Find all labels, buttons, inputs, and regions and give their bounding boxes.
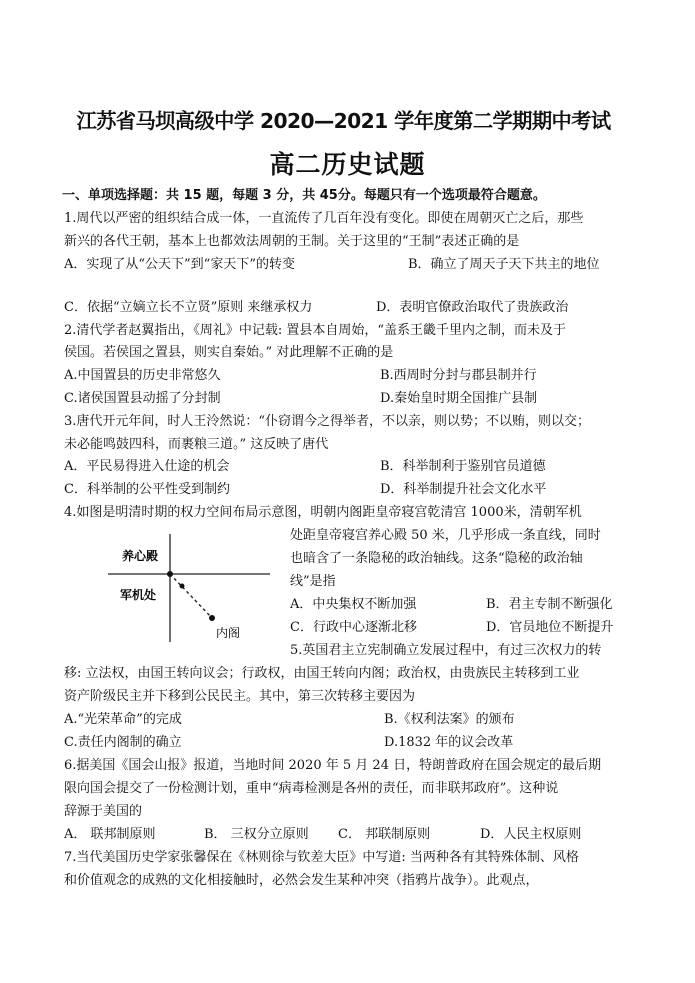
q6-stem-line2: 限向国会提交了一份检测计划，重申“病毒检测是各州的责任，而非联邦政府”。这种说 (64, 781, 559, 796)
q5-stem-line3: 资产阶级民主并下移到公民民主。其中，第三次转移主要因为 (64, 689, 416, 704)
q5-stem-line1: 5.英国君主立宪制确立发展过程中，有过三次权力的转 (290, 643, 602, 658)
q3-option-a: A．平民易得进入仕途的机会 (64, 459, 230, 474)
q4-stem-line1: 4.如图是明清时期的权力空间布局示意图，明朝内阁距皇帝寝宫乾清宫 1000米，清朝军机 (64, 505, 582, 520)
q7-stem-line2: 和价值观念的成熟的文化相接触时，必然会发生某种冲突（指鸦片战争）。此观点， (64, 873, 539, 888)
q4-option-c: C．行政中心逐渐北移 (290, 620, 417, 635)
q2-stem-line1: 2.清代学者赵翼指出，《周礼》中记载: 置县本自周始，“盖系王畿千里内之制，而未及于 (64, 323, 567, 338)
q3-stem-line1: 3.唐代开元年间，时人王泠然说：“仆窃谓今之得举者，不以亲，则以势；不以贿，则以交； (64, 414, 591, 429)
label-neige: 内阁 (216, 626, 241, 640)
q6-stem-line3: 辞源于美国的 (64, 804, 143, 819)
q2-option-b: B.西周时分封与郡县制并行 (380, 368, 537, 383)
q1-option-a: A．实现了从“公天下”到“家天下”的转变 (64, 257, 295, 272)
q6-option-d: D．人民主权原则 (480, 827, 582, 842)
q6-option-b: B． 三权分立原则 (204, 827, 309, 842)
label-junji-office: 军机处 (120, 588, 157, 602)
power-layout-diagram (104, 530, 272, 646)
q5-stem-line2: 移: 立法权，由国王转向议会；行政权，由国王转向内阁；政治权，由贵族民主转移到工业 (64, 666, 580, 681)
q6-option-a: A． 联邦制原则 (64, 827, 156, 842)
q3-stem-line2: 未必能鸣鼓四科，而裹粮三道。” 这反映了唐代 (64, 437, 329, 452)
q1-option-d: D．表明官僚政治取代了贵族政治 (376, 300, 569, 315)
q3-option-d: D．科举制提升社会文化水平 (380, 482, 547, 497)
q3-option-c: C．科举制的公平性受到制约 (64, 482, 230, 497)
section-heading: 一、单项选择题：共 15 题，每题 3 分，共 45分。每题只有一个选项最符合题意。 (62, 188, 546, 203)
q1-stem-line1: 1.周代以严密的组织结合成一体，一直流传了几百年没有变化。即使在周朝灭亡之后，那些 (64, 211, 584, 226)
q4-stem-line4: 线”是指 (290, 574, 336, 589)
q4-option-d: D．官员地位不断提升 (486, 620, 614, 635)
q6-stem-line1: 6.据美国《国会山报》报道，当地时间 2020 年 5 月 24 日，特朗普政府在国会规定的最后期 (64, 758, 602, 773)
q2-option-d: D.秦始皇时期全国推广县制 (380, 391, 538, 406)
q4-stem-line3: 也暗含了一条隐秘的政治轴线。这条“隐秘的政治轴 (290, 551, 583, 566)
q1-stem-line2: 新兴的各代王朝，基本上也都效法周朝的王制。关于这里的“王制”表述正确的是 (64, 234, 520, 249)
q2-option-a: A.中国置县的历史非常悠久 (64, 368, 221, 383)
q1-option-c: C．依据“立嫡立长不立贤”原则 来继承权力 (64, 300, 313, 315)
q5-option-a: A.“光荣革命”的完成 (64, 712, 182, 727)
q4-option-b: B．君主专制不断强化 (486, 597, 613, 612)
q5-option-d: D.1832 年的议会改革 (384, 735, 514, 750)
q2-stem-line2: 侯国。若侯国之置县，则实自秦始。” 对此理解不正确的是 (64, 345, 394, 360)
q6-option-c: C． 邦联制原则 (338, 827, 431, 842)
q3-option-b: B．科举制利于鉴别官员道德 (380, 459, 546, 474)
exam-title: 江苏省马坝高级中学 2020—2021 学年度第二学期期中考试 (76, 109, 611, 133)
q4-stem-line2: 处距皇帝寝宫养心殿 50 米，几乎形成一条直线，同时 (290, 528, 601, 543)
neige-dot (209, 615, 215, 621)
q4-option-a: A．中央集权不断加强 (290, 597, 417, 612)
yangxin-hall-dot (167, 571, 173, 577)
q1-option-b: B．确立了周天子天下共主的地位 (408, 257, 600, 272)
q5-option-b: B.《权利法案》的颁布 (384, 712, 515, 727)
q2-option-c: C.诸侯国置县动摇了分封制 (64, 391, 221, 406)
q5-option-c: C.责任内阁制的确立 (64, 735, 182, 750)
q7-stem-line1: 7.当代美国历史学家张馨保在《林则徐与钦差大臣》中写道: 当两种各有其特殊体制、风格 (64, 850, 579, 865)
label-yangxin-hall: 养心殿 (122, 549, 159, 563)
exam-subtitle: 高二历史试题 (269, 150, 426, 179)
political-axis-dashed-line (170, 574, 212, 618)
junji-office-dot (180, 584, 185, 589)
